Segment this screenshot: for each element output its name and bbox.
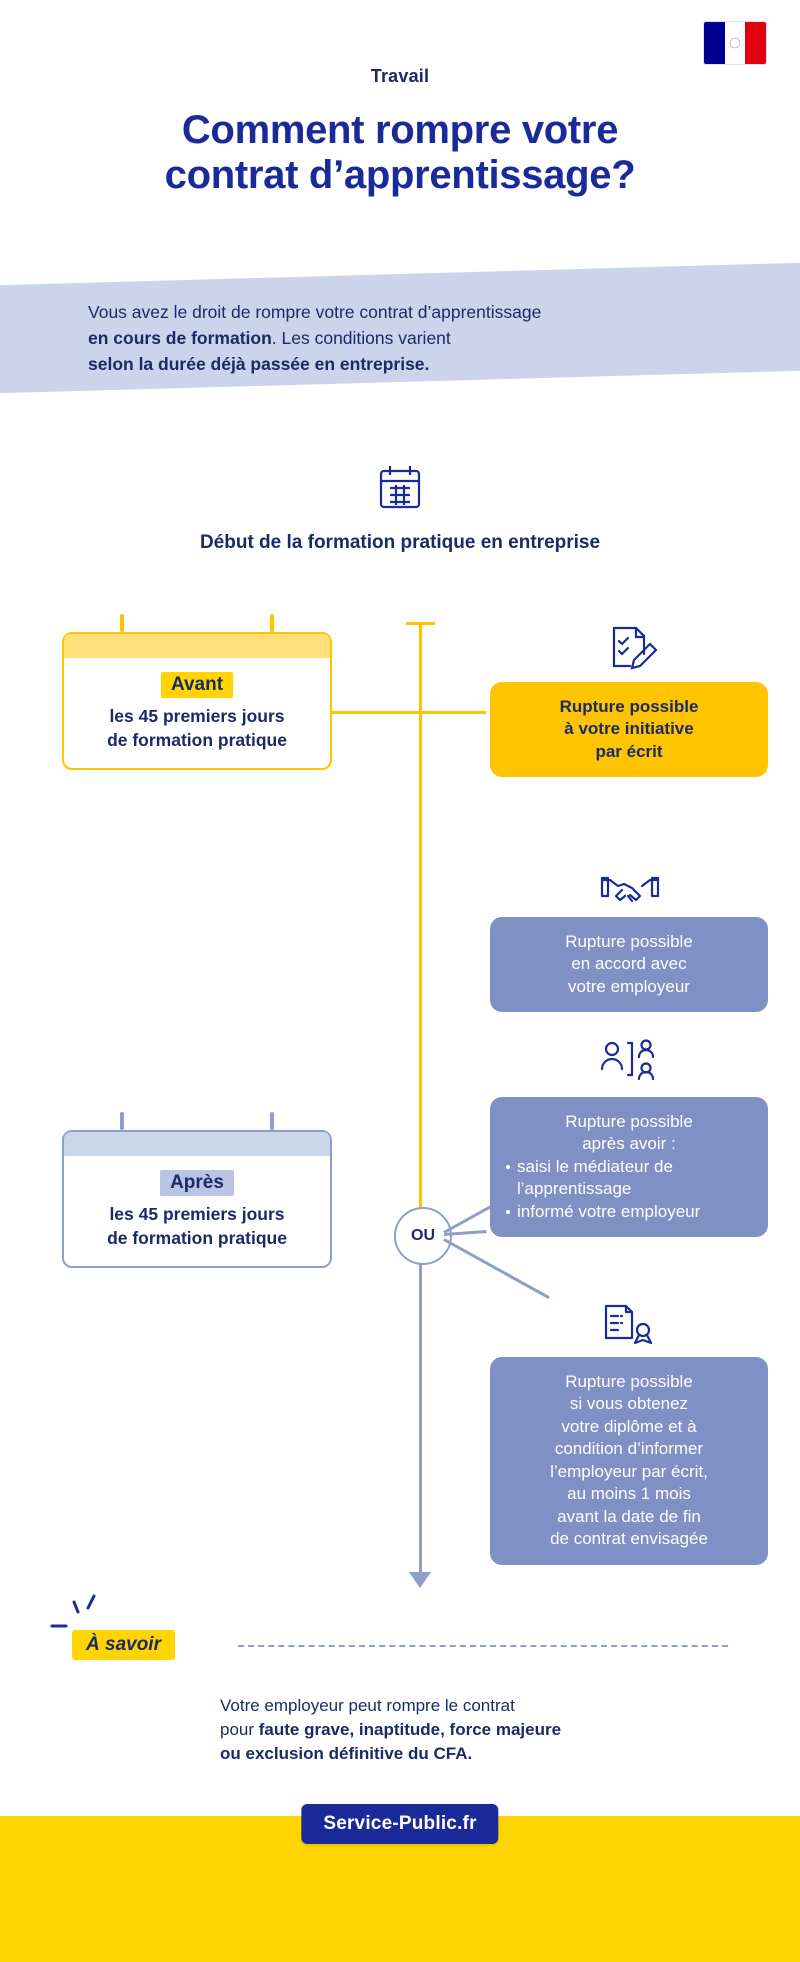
card-after-line2: de formation pratique — [107, 1227, 287, 1248]
intro-text — [88, 300, 748, 378]
handshake-icon — [598, 868, 662, 915]
opt4-line7: avant la date de fin — [557, 1506, 701, 1526]
card-after-pill: Après — [160, 1170, 234, 1196]
note-line2-plain: pour — [220, 1720, 259, 1740]
page-title — [20, 108, 780, 198]
service-public-logo[interactable]: Service-Public.fr — [301, 1804, 498, 1844]
calendar-icon — [378, 464, 422, 515]
note-line3-bold: ou exclusion définitive du CFA. — [220, 1744, 473, 1764]
opt1-line2: à votre initiative — [564, 719, 694, 739]
asavoir-badge: À savoir — [72, 1630, 175, 1660]
opt4-line5: l’employeur par écrit, — [550, 1461, 708, 1481]
card-before-pill: Avant — [161, 672, 233, 698]
opt2-line3: votre employeur — [568, 976, 690, 996]
kicker-label: Travail — [370, 66, 430, 86]
opt4-line3: votre diplôme et à — [561, 1416, 697, 1436]
option-box-mediator — [490, 1097, 768, 1237]
opt4-line8: de contrat envisagée — [550, 1529, 708, 1549]
opt1-line1: Rupture possible — [559, 697, 699, 716]
asavoir-divider — [238, 1645, 728, 1647]
option-box-initiative — [490, 682, 768, 777]
opt3-bullets — [504, 1156, 754, 1223]
opt4-line2: si vous obtenez — [569, 1394, 689, 1414]
infographic-page — [20, 12, 780, 1938]
junction-or: OU — [394, 1207, 452, 1265]
asavoir-note — [220, 1694, 690, 1766]
mediator-people-icon — [598, 1037, 662, 1086]
signed-document-pen-icon — [606, 624, 660, 679]
timeline-arrow-icon — [409, 1572, 431, 1588]
opt4-line4: condition d’informer — [554, 1439, 704, 1459]
connector-or-opt4 — [443, 1238, 549, 1299]
intro-line1: Vous avez le droit de rompre votre contrat d’apprentissage — [88, 302, 542, 322]
page-title-line1: Comment rompre votre — [181, 108, 619, 152]
option-box-diploma — [490, 1357, 768, 1565]
card-before-45-days — [62, 632, 332, 770]
intro-line2-rest: . Les conditions varient — [271, 327, 451, 348]
opt3-bullet-2: informé votre employeur — [504, 1201, 754, 1223]
opt4-line1: Rupture possible — [565, 1372, 693, 1391]
calendar-strip — [64, 634, 330, 658]
diploma-contract-icon — [598, 1302, 656, 1353]
card-after-45-days — [62, 1130, 332, 1268]
timeline-heading: Début de la formation pratique en entreprise — [199, 532, 601, 553]
timeline-spine-yellow — [419, 622, 422, 1236]
opt3-intro1: Rupture possible — [565, 1112, 693, 1131]
note-line2-bold: faute grave, inaptitude, force majeure — [258, 1720, 562, 1740]
card-after-line1: les 45 premiers jours — [109, 1204, 285, 1224]
opt2-line1: Rupture possible — [565, 932, 693, 951]
timeline-top-cap — [406, 622, 435, 625]
french-flag-icon — [704, 22, 766, 64]
calendar-tabs — [62, 1112, 332, 1130]
calendar-tabs — [62, 614, 332, 632]
connector-dot — [486, 1289, 496, 1299]
intro-bold2: selon la durée déjà passée en entreprise. — [88, 353, 430, 374]
intro-bold1: en cours de formation — [88, 327, 272, 348]
connector-before-opt1 — [330, 711, 490, 714]
note-line1: Votre employeur peut rompre le contrat — [220, 1696, 515, 1715]
opt2-line2: en accord avec — [571, 954, 687, 974]
page-title-line2: contrat d’apprentissage? — [164, 152, 636, 197]
card-before-line2: de formation pratique — [107, 729, 287, 750]
opt1-line3: par écrit — [595, 741, 663, 761]
opt3-bullet-1: saisi le médiateur de l’apprentissage — [504, 1156, 754, 1201]
card-before-line1: les 45 premiers jours — [109, 706, 285, 726]
opt4-line6: au moins 1 mois — [567, 1484, 691, 1504]
opt3-intro2: après avoir : — [582, 1134, 676, 1154]
option-box-agreement — [490, 917, 768, 1012]
calendar-strip — [64, 1132, 330, 1156]
